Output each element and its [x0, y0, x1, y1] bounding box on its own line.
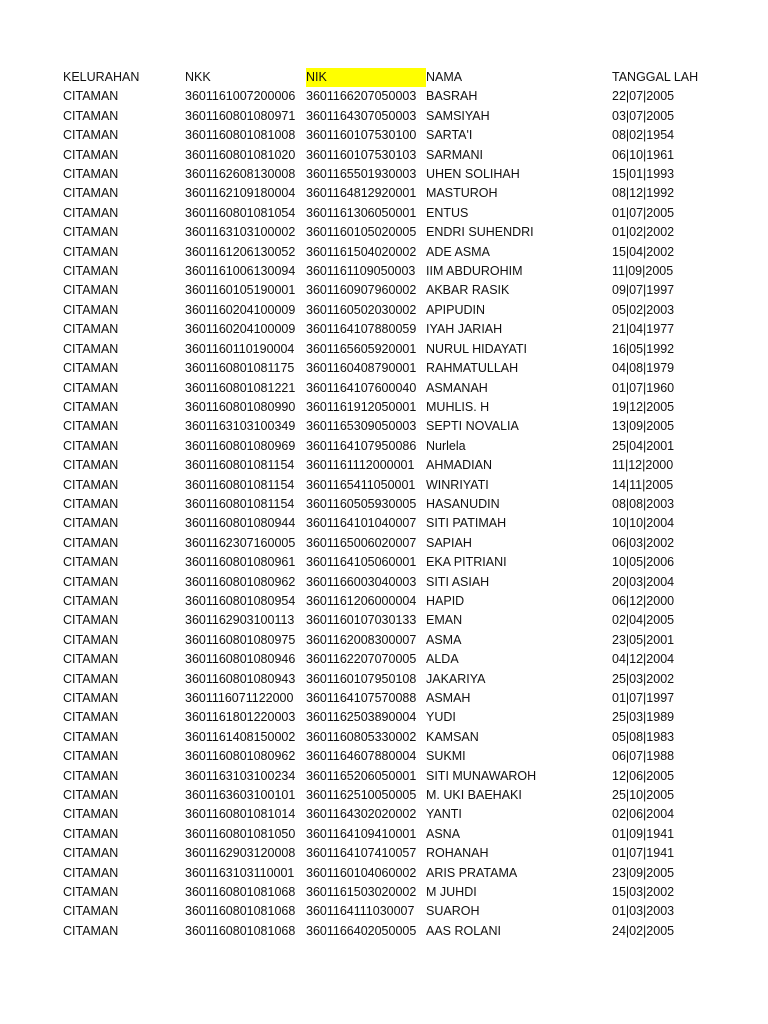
cell-nkk[interactable]: 3601160105190001 — [185, 283, 296, 298]
cell-nkk[interactable]: 3601163103110001 — [185, 865, 295, 880]
cell-tanggal[interactable]: 06|07|1988 — [612, 749, 675, 764]
table-row — [63, 223, 702, 242]
cell-nik[interactable]: 3601164302020002 — [306, 807, 417, 822]
cell-tanggal[interactable]: 01|07|1997 — [612, 691, 675, 705]
cell-nkk[interactable]: 3601162307160005 — [185, 535, 296, 550]
table-row — [63, 476, 702, 495]
table-row — [63, 689, 702, 708]
cell-tanggal[interactable]: 08|02|1954 — [612, 128, 675, 143]
table-row — [63, 611, 702, 630]
table-row — [63, 902, 702, 921]
table-body — [63, 87, 702, 941]
cell-nama[interactable]: EMAN — [426, 613, 463, 628]
cell-nkk[interactable]: 3601160801081020 — [185, 147, 296, 162]
table-row — [63, 243, 702, 262]
cell-nik[interactable]: 3601165501930003 — [306, 167, 417, 182]
cell-tanggal[interactable]: 25|10|2005 — [612, 788, 675, 803]
table-row — [63, 708, 702, 727]
cell-nkk[interactable]: 3601160204100009 — [185, 322, 296, 337]
cell-tanggal[interactable]: 01|07|2005 — [612, 205, 675, 220]
cell-kelurahan[interactable]: CITAMAN — [63, 302, 119, 317]
cell-tanggal[interactable]: 16|05|1992 — [612, 341, 675, 356]
cell-nik[interactable]: 3601164107410057 — [306, 846, 417, 861]
cell-tanggal[interactable]: 06|03|2002 — [612, 535, 675, 550]
cell-nkk[interactable]: 3601160801080954 — [185, 593, 296, 608]
cell-nik[interactable]: 3601164107570088 — [306, 691, 417, 705]
table-row — [63, 592, 702, 611]
cell-nik[interactable]: 3601164111030007 — [306, 904, 415, 919]
cell-nik[interactable]: 3601162008300007 — [306, 632, 417, 647]
cell-kelurahan[interactable]: CITAMAN — [63, 923, 119, 938]
cell-nik[interactable]: 3601160408790001 — [306, 361, 417, 376]
cell-tanggal[interactable]: 04|12|2004 — [612, 652, 675, 667]
header-nik[interactable]: NIK — [306, 68, 426, 87]
cell-nik[interactable]: 3601166402050005 — [306, 923, 417, 938]
cell-nama[interactable]: ASMANAH — [426, 380, 488, 395]
table-row — [63, 146, 702, 165]
cell-nik[interactable]: 3601160805330002 — [306, 729, 417, 744]
cell-nik[interactable]: 3601166003040003 — [306, 574, 417, 589]
cell-nama[interactable]: Nurlela — [426, 438, 466, 453]
cell-tanggal[interactable]: 21|04|1977 — [612, 322, 675, 337]
cell-nik[interactable]: 3601160907960002 — [306, 283, 417, 298]
cell-tanggal[interactable]: 20|03|2004 — [612, 574, 675, 589]
cell-nama[interactable]: KAMSAN — [426, 729, 479, 744]
cell-nama[interactable]: SITI ASIAH — [426, 574, 490, 589]
cell-nkk[interactable]: 3601160801080946 — [185, 652, 296, 667]
cell-kelurahan[interactable]: CITAMAN — [63, 865, 119, 880]
cell-nama[interactable]: MUHLIS. H — [426, 399, 490, 414]
table-row — [63, 165, 702, 184]
cell-tanggal[interactable]: 11|09|2005 — [612, 264, 674, 279]
cell-tanggal[interactable]: 01|07|1941 — [612, 846, 675, 861]
table-row — [63, 184, 702, 203]
cell-nkk[interactable]: 3601160801081050 — [185, 826, 296, 841]
cell-nkk[interactable]: 3601116071122000 — [185, 691, 294, 705]
cell-kelurahan[interactable]: CITAMAN — [63, 710, 119, 725]
cell-nkk[interactable]: 3601160801080962 — [185, 749, 296, 764]
cell-nik[interactable]: 3601165411050001 — [306, 477, 416, 492]
cell-tanggal[interactable]: 01|09|1941 — [612, 826, 675, 841]
cell-nkk[interactable]: 3601162903100113 — [185, 613, 295, 628]
cell-kelurahan[interactable]: CITAMAN — [63, 671, 119, 686]
cell-nkk[interactable]: 3601160801080990 — [185, 399, 296, 414]
cell-tanggal[interactable]: 05|02|2003 — [612, 302, 675, 317]
cell-kelurahan[interactable]: CITAMAN — [63, 361, 119, 376]
cell-nama[interactable]: SAPIAH — [426, 535, 472, 550]
cell-kelurahan[interactable]: CITAMAN — [63, 904, 119, 919]
cell-kelurahan[interactable]: CITAMAN — [63, 108, 119, 123]
cell-kelurahan[interactable]: CITAMAN — [63, 380, 119, 395]
cell-nkk[interactable]: 3601160801080975 — [185, 632, 296, 647]
cell-nama[interactable]: ENDRI SUHENDRI — [426, 225, 534, 240]
cell-nkk[interactable]: 3601160801080971 — [185, 108, 296, 123]
cell-tanggal[interactable]: 10|05|2006 — [612, 555, 675, 570]
table-row — [63, 553, 702, 572]
table-row — [63, 514, 702, 533]
cell-nkk[interactable]: 3601160801080961 — [185, 555, 296, 570]
cell-nama[interactable]: ASNA — [426, 826, 461, 841]
cell-nkk[interactable]: 3601160801081054 — [185, 205, 296, 220]
cell-nama[interactable]: APIPUDIN — [426, 302, 486, 317]
cell-tanggal[interactable]: 23|09|2005 — [612, 865, 675, 880]
cell-nama[interactable]: WINRIYATI — [426, 477, 489, 492]
cell-tanggal[interactable]: 25|04|2001 — [612, 438, 675, 453]
cell-nik[interactable]: 3601161503020002 — [306, 885, 417, 900]
cell-tanggal[interactable]: 25|03|2002 — [612, 671, 675, 686]
cell-tanggal[interactable]: 09|07|1997 — [612, 283, 675, 298]
cell-nama[interactable]: SARMANI — [426, 147, 483, 162]
cell-tanggal[interactable]: 15|01|1993 — [612, 167, 675, 182]
cell-kelurahan[interactable]: CITAMAN — [63, 186, 119, 201]
cell-kelurahan[interactable]: CITAMAN — [63, 516, 119, 531]
cell-tanggal[interactable]: 11|12|2000 — [612, 458, 674, 473]
cell-nama[interactable]: SUAROH — [426, 904, 480, 919]
cell-kelurahan[interactable]: CITAMAN — [63, 399, 119, 414]
cell-kelurahan[interactable]: CITAMAN — [63, 768, 119, 783]
cell-kelurahan[interactable]: CITAMAN — [63, 205, 119, 220]
cell-nkk[interactable]: 3601162903120008 — [185, 846, 296, 861]
cell-kelurahan[interactable]: CITAMAN — [63, 788, 119, 803]
table-row — [63, 883, 702, 902]
cell-kelurahan[interactable]: CITAMAN — [63, 244, 119, 259]
cell-nik[interactable]: 3601164307050003 — [306, 108, 417, 123]
table-row — [63, 340, 702, 359]
cell-nkk[interactable]: 3601160801081221 — [185, 380, 296, 395]
cell-nkk[interactable]: 3601160801081068 — [185, 885, 296, 900]
cell-nkk[interactable]: 3601162608130008 — [185, 167, 296, 182]
cell-kelurahan[interactable]: CITAMAN — [63, 147, 119, 162]
cell-nik[interactable]: 3601165206050001 — [306, 768, 417, 783]
cell-tanggal[interactable]: 04|08|1979 — [612, 361, 675, 376]
cell-nik[interactable]: 3601164107950086 — [306, 438, 417, 453]
cell-nama[interactable]: IYAH JARIAH — [426, 322, 503, 337]
cell-tanggal[interactable]: 08|12|1992 — [612, 186, 675, 201]
table-row — [63, 650, 702, 669]
cell-tanggal[interactable]: 01|07|1960 — [612, 380, 675, 395]
cell-kelurahan[interactable]: CITAMAN — [63, 593, 119, 608]
header-nkk[interactable]: NKK — [185, 70, 211, 84]
cell-kelurahan[interactable]: CITAMAN — [63, 322, 119, 337]
cell-kelurahan[interactable]: CITAMAN — [63, 477, 119, 492]
cell-nkk[interactable]: 3601163103100002 — [185, 225, 296, 240]
table-row — [63, 747, 702, 766]
cell-nama[interactable]: SARTA'I — [426, 128, 473, 143]
cell-nama[interactable]: RAHMATULLAH — [426, 361, 519, 376]
cell-kelurahan[interactable]: CITAMAN — [63, 438, 119, 453]
cell-nkk[interactable]: 3601161801220003 — [185, 710, 296, 725]
cell-nik[interactable]: 3601161109050003 — [306, 264, 416, 279]
cell-nkk[interactable]: 3601160801081068 — [185, 923, 296, 938]
cell-nik[interactable]: 3601165605920001 — [306, 341, 417, 356]
cell-nkk[interactable]: 3601160204100009 — [185, 302, 296, 317]
cell-nik[interactable]: 3601165006020007 — [306, 535, 417, 550]
cell-nik[interactable]: 3601160107530103 — [306, 147, 417, 162]
cell-nama[interactable]: YANTI — [426, 807, 462, 822]
cell-nkk[interactable]: 3601161007200006 — [185, 89, 296, 104]
cell-nkk[interactable]: 3601160801081008 — [185, 128, 296, 143]
data-table — [63, 68, 702, 941]
cell-nik[interactable]: 3601164607880004 — [306, 749, 417, 764]
cell-tanggal[interactable]: 13|09|2005 — [612, 419, 675, 434]
table-row — [63, 437, 702, 456]
table-row — [63, 126, 702, 145]
cell-kelurahan[interactable]: CITAMAN — [63, 574, 119, 589]
table-row — [63, 825, 702, 844]
table-row — [63, 320, 702, 339]
cell-tanggal[interactable]: 24|02|2005 — [612, 923, 675, 938]
cell-nama[interactable]: IIM ABDUROHIM — [426, 264, 523, 279]
cell-nama[interactable]: JAKARIYA — [426, 671, 486, 686]
cell-nik[interactable]: 3601160107950108 — [306, 671, 417, 686]
cell-nkk[interactable]: 3601160801081154 — [185, 496, 295, 511]
cell-tanggal[interactable]: 02|06|2004 — [612, 807, 675, 822]
cell-nama[interactable]: MASTUROH — [426, 186, 498, 201]
cell-kelurahan[interactable]: CITAMAN — [63, 885, 119, 900]
cell-nkk[interactable]: 3601160801081154 — [185, 477, 295, 492]
cell-tanggal[interactable]: 05|08|1983 — [612, 729, 675, 744]
cell-tanggal[interactable]: 01|02|2002 — [612, 225, 675, 240]
cell-nama[interactable]: UHEN SOLIHAH — [426, 167, 520, 182]
cell-nik[interactable]: 3601162510050005 — [306, 788, 417, 803]
cell-nik[interactable]: 3601161306050001 — [306, 205, 417, 220]
header-tanggal[interactable]: TANGGAL LAH — [612, 70, 699, 84]
cell-tanggal[interactable]: 25|03|1989 — [612, 710, 675, 725]
cell-nama[interactable]: ARIS PRATAMA — [426, 865, 518, 880]
cell-nik[interactable]: 3601164107880059 — [306, 322, 417, 337]
cell-kelurahan[interactable]: CITAMAN — [63, 613, 119, 628]
cell-nik[interactable]: 3601164109410001 — [306, 826, 417, 841]
cell-nkk[interactable]: 3601161206130052 — [185, 244, 296, 259]
cell-nkk[interactable]: 3601160801080962 — [185, 574, 296, 589]
table-row — [63, 281, 702, 300]
cell-kelurahan[interactable]: CITAMAN — [63, 128, 119, 143]
table-row — [63, 805, 702, 824]
cell-nama[interactable]: SEPTI NOVALIA — [426, 419, 519, 434]
cell-tanggal[interactable]: 10|10|2004 — [612, 516, 675, 531]
cell-tanggal[interactable]: 19|12|2005 — [612, 399, 675, 414]
table-row — [63, 301, 702, 320]
cell-nik[interactable]: 3601165309050003 — [306, 419, 417, 434]
spreadsheet — [0, 68, 768, 941]
cell-nik[interactable]: 3601162503890004 — [306, 710, 417, 725]
cell-kelurahan[interactable]: CITAMAN — [63, 264, 119, 279]
table-row — [63, 864, 702, 883]
cell-nama[interactable]: ADE ASMA — [426, 244, 490, 259]
cell-kelurahan[interactable]: CITAMAN — [63, 341, 119, 356]
cell-nama[interactable]: SITI PATIMAH — [426, 516, 507, 531]
table-row — [63, 670, 702, 689]
cell-kelurahan[interactable]: CITAMAN — [63, 749, 119, 764]
cell-nama[interactable]: ASMA — [426, 632, 462, 647]
cell-nama[interactable]: YUDI — [426, 710, 456, 725]
cell-nama[interactable]: EKA PITRIANI — [426, 555, 507, 570]
cell-nkk[interactable]: 3601160801080944 — [185, 516, 296, 531]
cell-nama[interactable]: ASMAH — [426, 691, 471, 705]
cell-nama[interactable]: NURUL HIDAYATI — [426, 341, 527, 356]
cell-nkk[interactable]: 3601160801080969 — [185, 438, 296, 453]
cell-kelurahan[interactable]: CITAMAN — [63, 826, 119, 841]
cell-kelurahan[interactable]: CITAMAN — [63, 807, 119, 822]
cell-kelurahan[interactable]: CITAMAN — [63, 283, 119, 298]
cell-nkk[interactable]: 3601160801081014 — [185, 807, 296, 822]
cell-kelurahan[interactable]: CITAMAN — [63, 167, 119, 182]
table-row — [63, 631, 702, 650]
cell-nkk[interactable]: 3601160801081175 — [185, 361, 295, 376]
cell-nik[interactable]: 3601160105020005 — [306, 225, 417, 240]
table-row — [63, 262, 702, 281]
cell-nik[interactable]: 3601161206000004 — [306, 593, 417, 608]
cell-nik[interactable]: 3601160107530100 — [306, 128, 417, 143]
cell-tanggal[interactable]: 03|07|2005 — [612, 108, 675, 123]
cell-kelurahan[interactable]: CITAMAN — [63, 632, 119, 647]
cell-nik[interactable]: 3601162207070005 — [306, 652, 417, 667]
header-nama[interactable]: NAMA — [426, 70, 463, 84]
cell-tanggal[interactable]: 15|03|2002 — [612, 885, 675, 900]
cell-nama[interactable]: AKBAR RASIK — [426, 283, 510, 298]
cell-kelurahan[interactable]: CITAMAN — [63, 846, 119, 861]
cell-nkk[interactable]: 3601160801081154 — [185, 458, 295, 473]
table-row — [63, 417, 702, 436]
cell-nama[interactable]: SUKMI — [426, 749, 466, 764]
cell-nama[interactable]: ENTUS — [426, 205, 469, 220]
cell-nama[interactable]: HAPID — [426, 593, 465, 608]
table-row — [63, 379, 702, 398]
cell-tanggal[interactable]: 01|03|2003 — [612, 904, 675, 919]
table-row — [63, 844, 702, 863]
cell-nik[interactable]: 3601164812920001 — [306, 186, 417, 201]
cell-nkk[interactable]: 3601160801080943 — [185, 671, 296, 686]
table-row — [63, 728, 702, 747]
cell-nik[interactable]: 3601164107600040 — [306, 380, 417, 395]
table-row — [63, 767, 702, 786]
table-row — [63, 359, 702, 378]
cell-nama[interactable]: SAMSIYAH — [426, 108, 490, 123]
cell-nkk[interactable]: 3601161006130094 — [185, 264, 296, 279]
cell-nik[interactable]: 3601161912050001 — [306, 399, 417, 414]
cell-kelurahan[interactable]: CITAMAN — [63, 89, 119, 104]
cell-tanggal[interactable]: 12|06|2005 — [612, 768, 675, 783]
cell-nama[interactable]: ROHANAH — [426, 846, 489, 861]
cell-nkk[interactable]: 3601160801081068 — [185, 904, 296, 919]
cell-nik[interactable]: 3601164101040007 — [306, 516, 417, 531]
table-row — [63, 495, 702, 514]
cell-nkk[interactable]: 3601163103100234 — [185, 768, 296, 783]
cell-kelurahan[interactable]: CITAMAN — [63, 535, 119, 550]
cell-nama[interactable]: BASRAH — [426, 89, 478, 104]
cell-kelurahan[interactable]: CITAMAN — [63, 555, 119, 570]
table-row — [63, 573, 702, 592]
table-row — [63, 786, 702, 805]
cell-kelurahan[interactable]: CITAMAN — [63, 496, 119, 511]
cell-nama[interactable]: M. UKI BAEHAKI — [426, 788, 522, 803]
cell-nik[interactable]: 3601160107030133 — [306, 613, 417, 628]
cell-nik[interactable]: 3601166207050003 — [306, 89, 417, 104]
table-row — [63, 534, 702, 553]
cell-nik[interactable]: 3601160104060002 — [306, 865, 417, 880]
cell-kelurahan[interactable]: CITAMAN — [63, 691, 119, 705]
header-row — [63, 68, 702, 87]
cell-kelurahan[interactable]: CITAMAN — [63, 652, 119, 667]
header-kelurahan[interactable]: KELURAHAN — [63, 70, 140, 84]
cell-tanggal[interactable]: 08|08|2003 — [612, 496, 675, 511]
cell-nik[interactable]: 3601160502030002 — [306, 302, 417, 317]
cell-kelurahan[interactable]: CITAMAN — [63, 458, 119, 473]
cell-nik[interactable]: 3601161112000001 — [306, 458, 415, 473]
cell-nkk[interactable]: 3601163603100101 — [185, 788, 296, 803]
table-row — [63, 87, 702, 106]
table-row — [63, 398, 702, 417]
cell-nik[interactable]: 3601164105060001 — [306, 555, 417, 570]
cell-nkk[interactable]: 3601160110190004 — [185, 341, 295, 356]
cell-nama[interactable]: M JUHDI — [426, 885, 477, 900]
cell-tanggal[interactable]: 22|07|2005 — [612, 89, 675, 104]
cell-tanggal[interactable]: 06|12|2000 — [612, 593, 675, 608]
cell-nama[interactable]: HASANUDIN — [426, 496, 500, 511]
cell-nik[interactable]: 3601160505930005 — [306, 496, 417, 511]
cell-nama[interactable]: AAS ROLANI — [426, 923, 502, 938]
cell-tanggal[interactable]: 06|10|1961 — [612, 147, 675, 162]
cell-tanggal[interactable]: 23|05|2001 — [612, 632, 675, 647]
table-row — [63, 456, 702, 475]
cell-nkk[interactable]: 3601162109180004 — [185, 186, 296, 201]
cell-kelurahan[interactable]: CITAMAN — [63, 225, 119, 240]
cell-nama[interactable]: ALDA — [426, 652, 459, 667]
cell-tanggal[interactable]: 15|04|2002 — [612, 244, 675, 259]
cell-tanggal[interactable]: 14|11|2005 — [612, 477, 674, 492]
cell-kelurahan[interactable]: CITAMAN — [63, 419, 119, 434]
cell-nkk[interactable]: 3601163103100349 — [185, 419, 296, 434]
table-row — [63, 922, 702, 941]
cell-nama[interactable]: AHMADIAN — [426, 458, 492, 473]
cell-nama[interactable]: SITI MUNAWAROH — [426, 768, 537, 783]
table-row — [63, 204, 702, 223]
cell-nik[interactable]: 3601161504020002 — [306, 244, 417, 259]
table-row — [63, 107, 702, 126]
cell-kelurahan[interactable]: CITAMAN — [63, 729, 119, 744]
cell-tanggal[interactable]: 02|04|2005 — [612, 613, 675, 628]
cell-nkk[interactable]: 3601161408150002 — [185, 729, 296, 744]
